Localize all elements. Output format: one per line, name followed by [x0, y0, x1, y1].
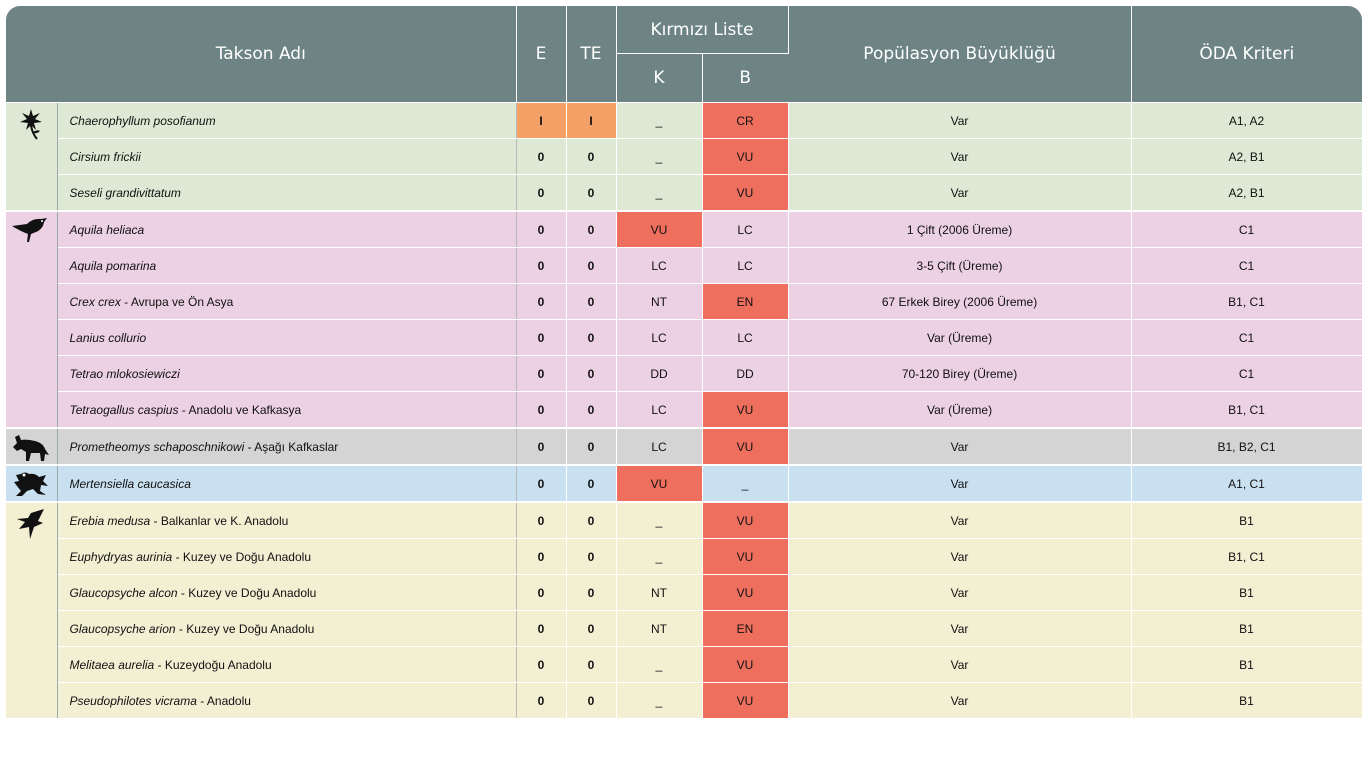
taxon-scientific-name: Glaucopsyche arion: [69, 621, 176, 636]
e-value: 0: [516, 611, 566, 647]
population-size-value: 67 Erkek Birey (2006 Üreme): [788, 284, 1131, 320]
header-red-list: Kırmızı Liste: [616, 6, 788, 54]
e-value: 0: [516, 392, 566, 429]
e-value: 0: [516, 248, 566, 284]
population-size-value: Var: [788, 683, 1131, 719]
taxon-scientific-name: Erebia medusa: [69, 513, 151, 528]
header-b: B: [702, 54, 788, 103]
population-size-value: Var: [788, 502, 1131, 539]
red-list-k-value: _: [616, 103, 702, 139]
taxon-region: - Anadolu: [196, 693, 251, 708]
table-row: [6, 502, 1362, 539]
te-value: 0: [566, 465, 616, 502]
taxon-name-cell: [57, 502, 516, 539]
butterfly-icon: [6, 502, 57, 719]
taxon-name-cell: [57, 175, 516, 212]
taxon-scientific-name: Aquila heliaca: [69, 222, 145, 237]
table-row: [6, 683, 1362, 719]
bird-icon: [6, 211, 57, 428]
table-row: [6, 647, 1362, 683]
population-size-value: Var: [788, 465, 1131, 502]
red-list-k-value: LC: [616, 248, 702, 284]
red-list-b-value: CR: [702, 103, 788, 139]
red-list-k-value: NT: [616, 575, 702, 611]
red-list-k-value: _: [616, 139, 702, 175]
population-size-value: Var (Üreme): [788, 320, 1131, 356]
table-row: [6, 248, 1362, 284]
e-value: 0: [516, 539, 566, 575]
table-row: [6, 320, 1362, 356]
taxon-scientific-name: Aquila pomarina: [69, 258, 157, 273]
table-row: [6, 465, 1362, 502]
table-header: [6, 6, 1362, 103]
oda-criteria-value: C1: [1131, 320, 1362, 356]
population-size-value: 1 Çift (2006 Üreme): [788, 211, 1131, 248]
taxon-scientific-name: Mertensiella caucasica: [69, 476, 191, 491]
taxon-name-cell: [57, 284, 516, 320]
e-value: 0: [516, 683, 566, 719]
taxon-scientific-name: Tetraogallus caspius: [69, 402, 179, 417]
taxon-name-cell: [57, 356, 516, 392]
red-list-k-value: _: [616, 175, 702, 212]
e-value: 0: [516, 647, 566, 683]
oda-criteria-value: B1: [1131, 502, 1362, 539]
population-size-value: Var: [788, 428, 1131, 465]
red-list-k-value: VU: [616, 465, 702, 502]
taxon-name-cell: [57, 539, 516, 575]
red-list-b-value: VU: [702, 647, 788, 683]
population-size-value: Var: [788, 103, 1131, 139]
te-value: 0: [566, 539, 616, 575]
te-value: 0: [566, 502, 616, 539]
taxon-region: - Kuzey ve Doğu Anadolu: [175, 621, 315, 636]
red-list-b-value: VU: [702, 502, 788, 539]
table-row: [6, 139, 1362, 175]
population-size-value: Var: [788, 647, 1131, 683]
red-list-k-value: LC: [616, 392, 702, 429]
oda-criteria-value: B1, C1: [1131, 284, 1362, 320]
table-row: [6, 539, 1362, 575]
red-list-b-value: VU: [702, 428, 788, 465]
header-te: TE: [566, 6, 616, 103]
te-value: 0: [566, 428, 616, 465]
taxon-name-cell: [57, 211, 516, 248]
header-k: K: [616, 54, 702, 103]
red-list-b-value: VU: [702, 575, 788, 611]
table-row: [6, 428, 1362, 465]
red-list-b-value: LC: [702, 211, 788, 248]
table-body: [6, 103, 1362, 719]
population-size-value: Var: [788, 539, 1131, 575]
oda-criteria-value: C1: [1131, 356, 1362, 392]
red-list-k-value: LC: [616, 320, 702, 356]
e-value: 0: [516, 139, 566, 175]
taxon-scientific-name: Pseudophilotes vicrama: [69, 693, 197, 708]
taxon-region: - Avrupa ve Ön Asya: [120, 294, 234, 309]
taxon-region: - Kuzey ve Doğu Anadolu: [172, 549, 311, 564]
population-size-value: Var: [788, 575, 1131, 611]
e-value: 0: [516, 465, 566, 502]
population-size-value: Var (Üreme): [788, 392, 1131, 429]
red-list-k-value: _: [616, 539, 702, 575]
table-row: [6, 611, 1362, 647]
table-row: [6, 103, 1362, 139]
population-size-value: 3-5 Çift (Üreme): [788, 248, 1131, 284]
red-list-b-value: _: [702, 465, 788, 502]
taxon-name-cell: [57, 103, 516, 139]
frog-icon: [6, 465, 57, 502]
taxon-scientific-name: Cirsium frickii: [69, 149, 141, 164]
red-list-k-value: DD: [616, 356, 702, 392]
e-value: 0: [516, 211, 566, 248]
table-row: [6, 211, 1362, 248]
te-value: 0: [566, 211, 616, 248]
red-list-b-value: VU: [702, 139, 788, 175]
oda-criteria-value: A1, C1: [1131, 465, 1362, 502]
taxon-region: - Kuzeydoğu Anadolu: [154, 657, 272, 672]
red-list-b-value: EN: [702, 284, 788, 320]
oda-criteria-value: B1: [1131, 683, 1362, 719]
e-value: 0: [516, 502, 566, 539]
e-value: 0: [516, 175, 566, 212]
population-size-value: Var: [788, 611, 1131, 647]
taxon-name-cell: [57, 647, 516, 683]
te-value: 0: [566, 647, 616, 683]
te-value: 0: [566, 611, 616, 647]
table-row: [6, 392, 1362, 429]
table-row: [6, 575, 1362, 611]
taxon-scientific-name: Chaerophyllum posofianum: [69, 113, 216, 128]
e-value: 0: [516, 356, 566, 392]
red-list-k-value: _: [616, 502, 702, 539]
population-size-value: Var: [788, 175, 1131, 212]
taxon-scientific-name: Euphydryas aurinia: [69, 549, 173, 564]
taxon-scientific-name: Crex crex: [69, 294, 121, 309]
red-list-b-value: VU: [702, 683, 788, 719]
taxon-name-cell: [57, 139, 516, 175]
header-e: E: [516, 6, 566, 103]
red-list-k-value: _: [616, 647, 702, 683]
taxon-scientific-name: Seseli grandivittatum: [69, 185, 181, 200]
te-value: 0: [566, 356, 616, 392]
te-value: 0: [566, 284, 616, 320]
red-list-b-value: VU: [702, 175, 788, 212]
red-list-b-value: EN: [702, 611, 788, 647]
te-value: 0: [566, 392, 616, 429]
taxon-region: - Anadolu ve Kafkasya: [178, 402, 302, 417]
taxon-scientific-name: Glaucopsyche alcon: [69, 585, 178, 600]
taxon-name-cell: [57, 465, 516, 502]
te-value: 0: [566, 320, 616, 356]
red-list-b-value: DD: [702, 356, 788, 392]
mammal-icon: [6, 428, 57, 465]
table-row: [6, 175, 1362, 212]
oda-criteria-value: B1: [1131, 575, 1362, 611]
taxon-scientific-name: Prometheomys schaposchnikowi: [69, 439, 245, 454]
header-oda-criteria: ÖDA Kriteri: [1131, 6, 1362, 103]
taxon-scientific-name: Melitaea aurelia: [69, 657, 155, 672]
red-list-b-value: LC: [702, 320, 788, 356]
te-value: 0: [566, 139, 616, 175]
red-list-b-value: LC: [702, 248, 788, 284]
population-size-value: 70-120 Birey (Üreme): [788, 356, 1131, 392]
red-list-k-value: LC: [616, 428, 702, 465]
oda-criteria-value: A2, B1: [1131, 175, 1362, 212]
taxon-name-cell: [57, 248, 516, 284]
header-taxon-name: Takson Adı: [6, 6, 516, 103]
e-value: 0: [516, 284, 566, 320]
taxon-region: - Aşağı Kafkaslar: [244, 439, 339, 454]
taxon-scientific-name: Tetrao mlokosiewiczi: [69, 366, 180, 381]
oda-criteria-value: C1: [1131, 211, 1362, 248]
te-value: 0: [566, 683, 616, 719]
oda-criteria-value: B1, B2, C1: [1131, 428, 1362, 465]
oda-criteria-value: A1, A2: [1131, 103, 1362, 139]
taxon-scientific-name: Lanius collurio: [69, 330, 147, 345]
oda-criteria-value: B1, C1: [1131, 539, 1362, 575]
plant-icon: [6, 103, 57, 212]
oda-criteria-value: A2, B1: [1131, 139, 1362, 175]
taxon-name-cell: [57, 683, 516, 719]
te-value: 0: [566, 575, 616, 611]
taxon-name-cell: [57, 392, 516, 429]
taxon-region: - Balkanlar ve K. Anadolu: [150, 513, 289, 528]
taxon-name-cell: [57, 428, 516, 465]
oda-criteria-value: B1: [1131, 647, 1362, 683]
population-size-value: Var: [788, 139, 1131, 175]
species-table: [6, 6, 1362, 719]
te-value: 0: [566, 175, 616, 212]
oda-criteria-value: B1: [1131, 611, 1362, 647]
species-table-container: [6, 6, 1362, 760]
e-value: I: [516, 103, 566, 139]
table-row: [6, 284, 1362, 320]
red-list-k-value: VU: [616, 211, 702, 248]
taxon-name-cell: [57, 320, 516, 356]
taxon-name-cell: [57, 575, 516, 611]
te-value: I: [566, 103, 616, 139]
taxon-name-cell: [57, 611, 516, 647]
table-row: [6, 356, 1362, 392]
red-list-k-value: _: [616, 683, 702, 719]
e-value: 0: [516, 320, 566, 356]
te-value: 0: [566, 248, 616, 284]
red-list-k-value: NT: [616, 284, 702, 320]
header-population-size: Popülasyon Büyüklüğü: [788, 6, 1131, 103]
red-list-k-value: NT: [616, 611, 702, 647]
e-value: 0: [516, 575, 566, 611]
e-value: 0: [516, 428, 566, 465]
oda-criteria-value: B1, C1: [1131, 392, 1362, 429]
red-list-b-value: VU: [702, 392, 788, 429]
oda-criteria-value: C1: [1131, 248, 1362, 284]
taxon-region: - Kuzey ve Doğu Anadolu: [177, 585, 317, 600]
red-list-b-value: VU: [702, 539, 788, 575]
